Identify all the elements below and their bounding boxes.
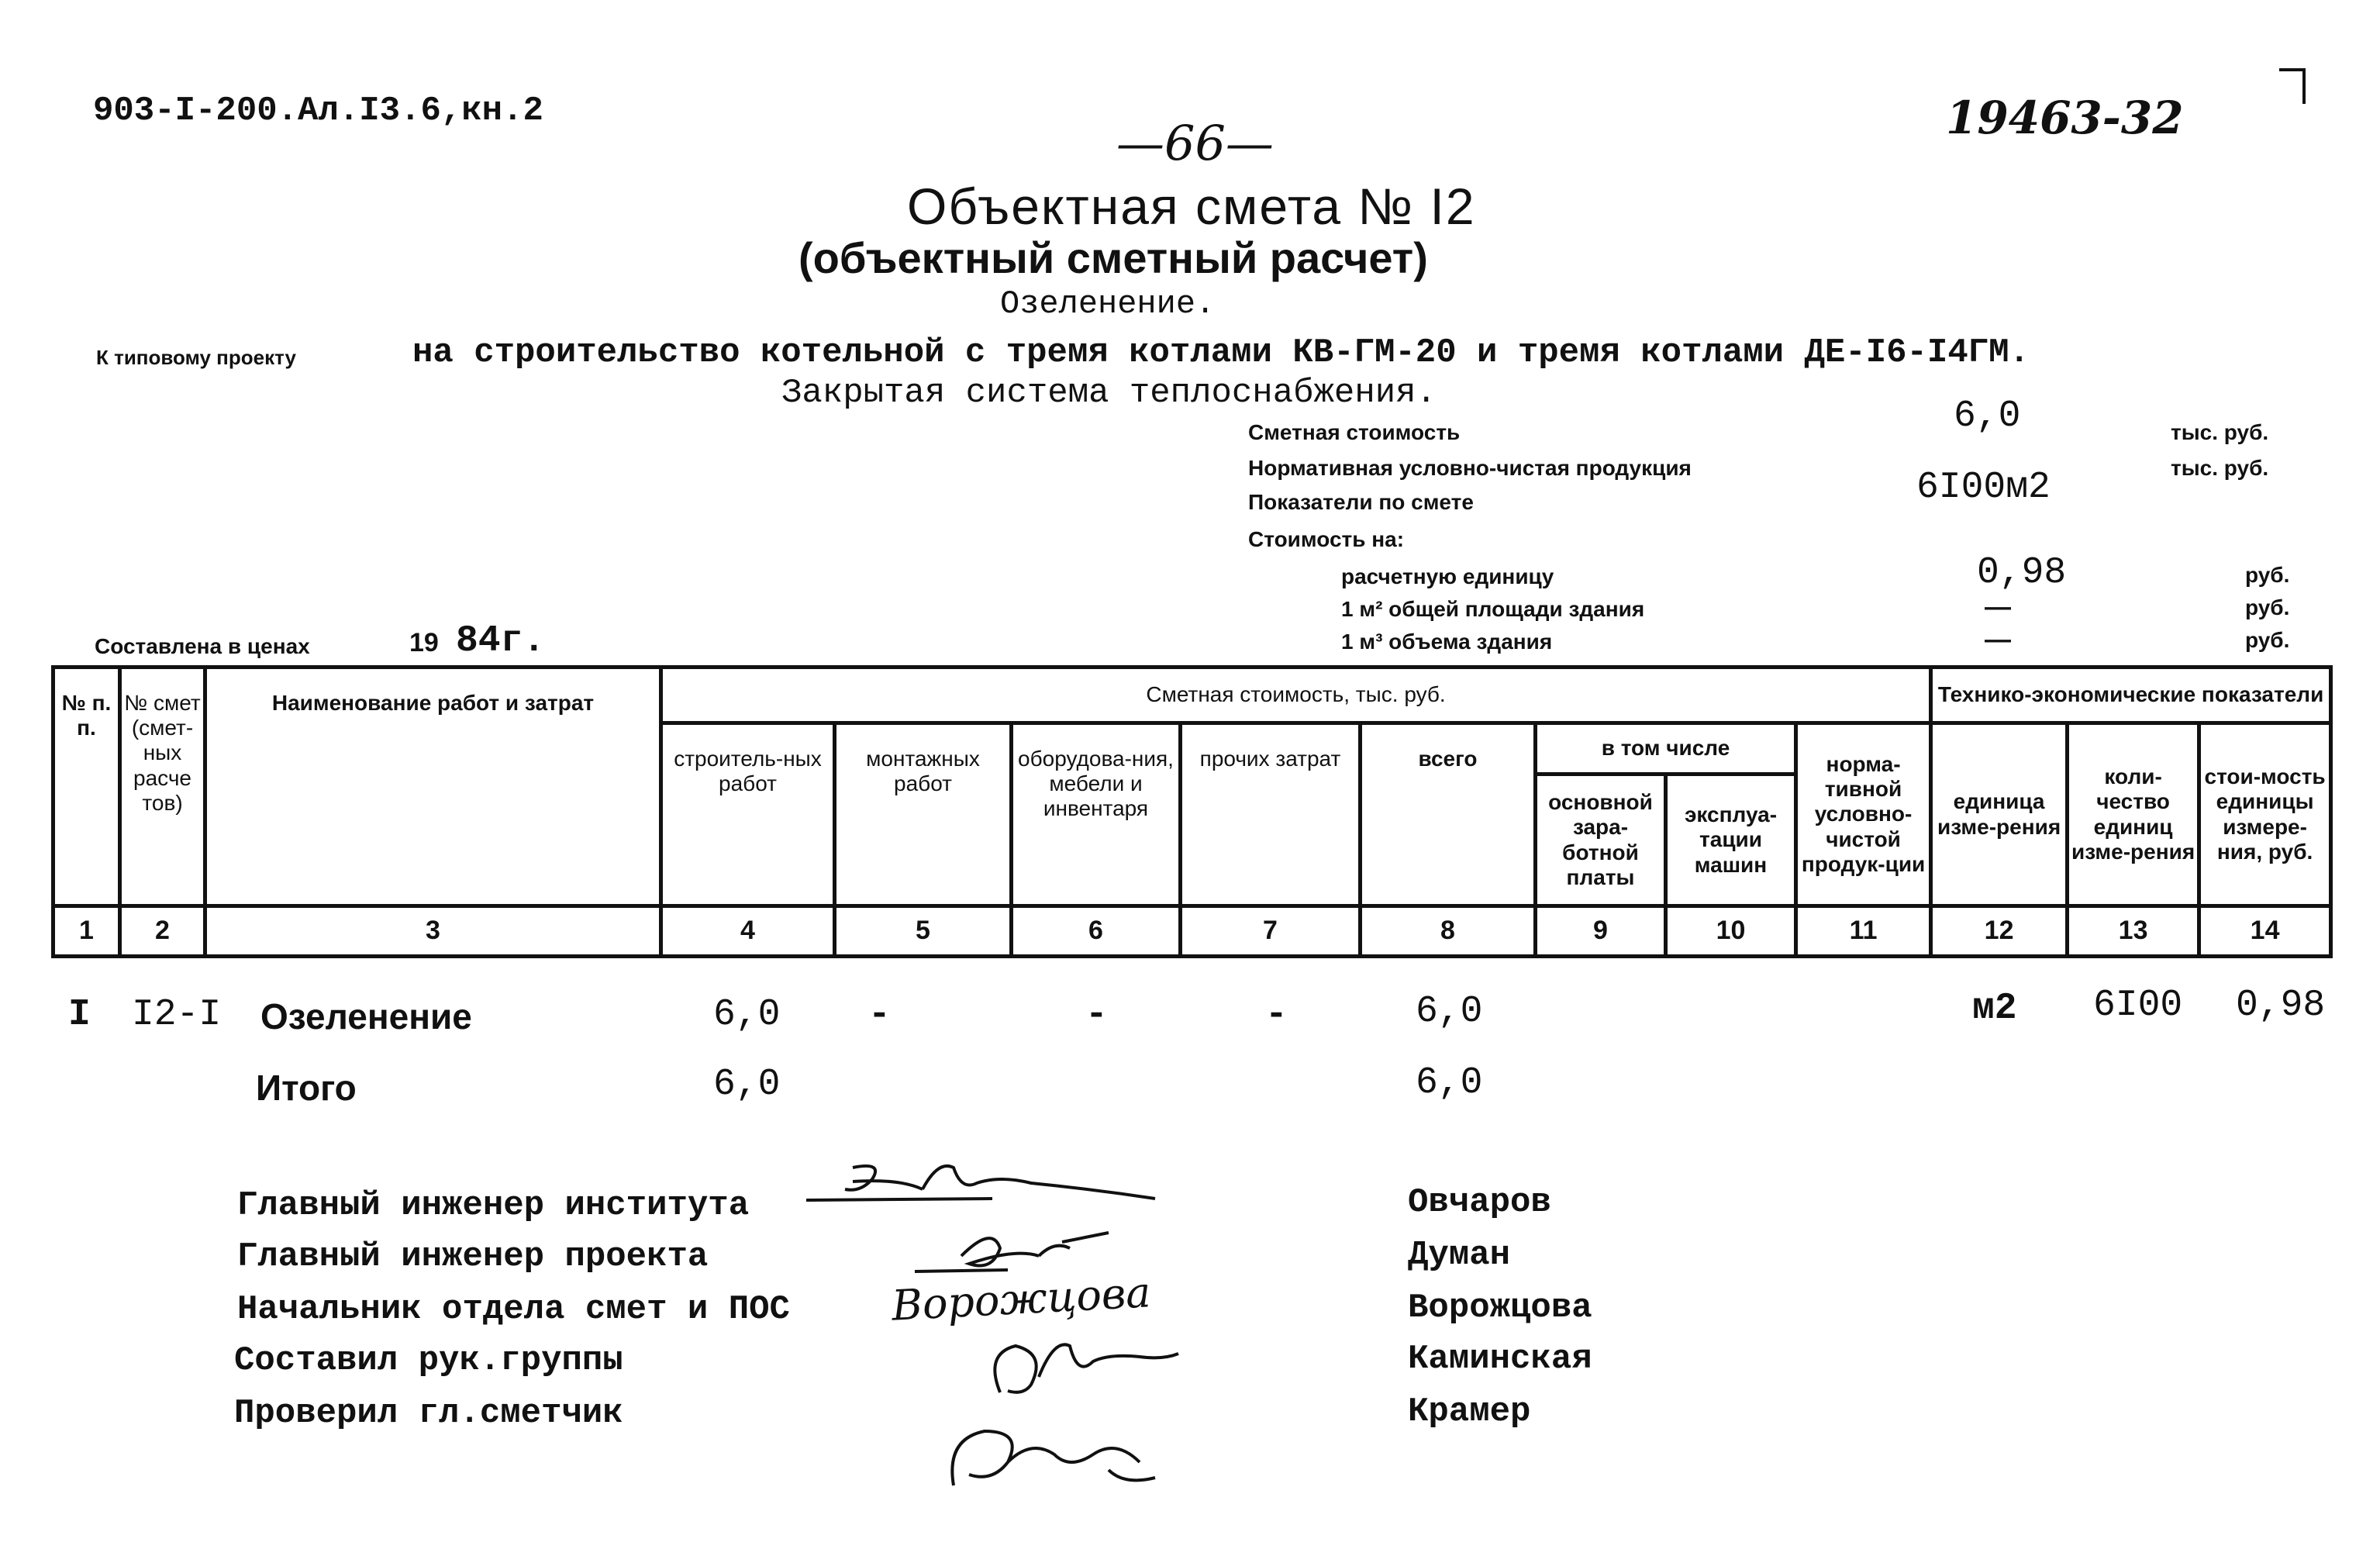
summary-value-volume: — bbox=[1985, 625, 2011, 654]
summary-value-indicators: 6I00м2 bbox=[1916, 467, 2051, 509]
signature-mark-5 bbox=[938, 1408, 1171, 1493]
row-construction: 6,0 bbox=[713, 1064, 781, 1106]
project-label: К типовому проекту bbox=[96, 346, 296, 369]
row-unit-cost: 0,98 bbox=[2236, 985, 2326, 1026]
row-quantity: 6I00 bbox=[2093, 985, 2183, 1026]
column-number: 6 bbox=[1012, 906, 1181, 957]
project-line-2: Закрытая система теплоснабжения. bbox=[781, 374, 1437, 412]
row-smet: I2-I bbox=[132, 994, 222, 1036]
estimate-table-header bbox=[51, 665, 2333, 958]
column-number: 14 bbox=[2199, 906, 2331, 957]
row-equipment: - bbox=[1085, 994, 1108, 1036]
summary-label-calc-unit: расчетную единицу bbox=[1341, 564, 1554, 588]
signature-role: Главный инженер института bbox=[237, 1186, 750, 1225]
header-total: всего bbox=[1361, 723, 1536, 906]
row-construction: 6,0 bbox=[713, 994, 781, 1036]
summary-label-area: 1 м² общей площади здания bbox=[1341, 597, 1645, 621]
header-including: в том числе bbox=[1536, 723, 1796, 775]
summary-label-cost: Сметная стоимость bbox=[1248, 420, 1461, 444]
column-number: 9 bbox=[1536, 906, 1666, 957]
header-machines: эксплуа-тации машин bbox=[1666, 775, 1796, 906]
header-group-tech: Технико-экономические показатели bbox=[1931, 668, 2331, 723]
estimate-subtitle: (объектный сметный расчет) bbox=[799, 233, 1428, 282]
summary-label-volume: 1 м³ объема здания bbox=[1341, 630, 1553, 654]
row-installation: - bbox=[868, 994, 891, 1036]
row-other: - bbox=[1265, 994, 1288, 1036]
signature-role: Проверил гл.сметчик bbox=[234, 1394, 623, 1433]
summary-unit-cost: тыс. руб. bbox=[2171, 420, 2269, 444]
column-number: 5 bbox=[835, 906, 1012, 957]
compiled-label: Составлена в ценах bbox=[95, 634, 310, 658]
signature-mark-3: Ворожцова bbox=[890, 1268, 1152, 1330]
summary-label-indicators: Показатели по смете bbox=[1248, 490, 1474, 514]
column-number: 4 bbox=[661, 906, 835, 957]
row-total: 6,0 bbox=[1416, 991, 1483, 1033]
header-unit-cost: стои-мость единицы измере-ния, руб. bbox=[2199, 723, 2331, 906]
signature-mark-4 bbox=[985, 1330, 1186, 1400]
summary-value-area: — bbox=[1985, 592, 2011, 622]
row-name: Озеленение bbox=[260, 996, 472, 1037]
compiled-year-prefix: 19 bbox=[409, 628, 439, 657]
column-number: 8 bbox=[1361, 906, 1536, 957]
header-other: прочих затрат bbox=[1181, 723, 1361, 906]
signature-mark-1 bbox=[799, 1144, 1171, 1219]
column-number: 2 bbox=[120, 906, 205, 957]
column-number: 3 bbox=[205, 906, 661, 957]
column-number: 11 bbox=[1796, 906, 1931, 957]
column-number: 7 bbox=[1181, 906, 1361, 957]
signature-name: Думан bbox=[1408, 1236, 1511, 1275]
header-no: № п. п. bbox=[53, 668, 120, 906]
row-name: Итого bbox=[256, 1068, 357, 1108]
estimate-title: Объектная смета № I2 bbox=[907, 178, 1476, 235]
summary-value-cost: 6,0 bbox=[1954, 395, 2021, 437]
compiled-year: 84г. bbox=[456, 620, 546, 662]
row-no: I bbox=[68, 994, 91, 1036]
sheet-number: 19463-32 bbox=[1946, 91, 2184, 144]
summary-unit-normative: тыс. руб. bbox=[2171, 456, 2269, 480]
header-group-cost: Сметная стоимость, тыс. руб. bbox=[661, 668, 1931, 723]
header-base-pay: основной зара-ботной платы bbox=[1536, 775, 1666, 906]
signature-name: Ворожцова bbox=[1408, 1289, 1592, 1327]
row-total: 6,0 bbox=[1416, 1062, 1483, 1104]
column-number: 12 bbox=[1931, 906, 2068, 957]
summary-label-normative: Нормативная условно-чистая продукция bbox=[1248, 456, 1692, 480]
header-equipment: оборудова-ния, мебели и инвентаря bbox=[1012, 723, 1181, 906]
header-unit: единица изме-рения bbox=[1931, 723, 2068, 906]
header-smet-no: № смет (смет-ных расче тов) bbox=[120, 668, 205, 906]
summary-unit-area: руб. bbox=[2245, 595, 2290, 619]
signature-role: Начальник отдела смет и ПОС bbox=[237, 1290, 790, 1329]
page-number: —66— bbox=[1116, 115, 1274, 171]
header-name: Наименование работ и затрат bbox=[205, 668, 661, 906]
signature-role: Составил рук.группы bbox=[234, 1341, 623, 1380]
signature-name: Овчаров bbox=[1408, 1183, 1551, 1222]
project-line-1: на строительство котельной с тремя котлами КВ-ГМ-20 и тремя котлами ДЕ-I6-I4ГМ. bbox=[412, 333, 2030, 372]
header-construction: строитель-ных работ bbox=[661, 723, 835, 906]
corner-mark bbox=[2279, 68, 2306, 104]
signature-role: Главный инженер проекта bbox=[237, 1237, 709, 1276]
summary-value-calc-unit: 0,98 bbox=[1977, 552, 2067, 594]
header-installation: монтажных работ bbox=[835, 723, 1012, 906]
object-name: Озеленение. bbox=[1000, 285, 1216, 323]
summary-label-cost-per: Стоимость на: bbox=[1248, 527, 1405, 551]
header-normative: норма-тивной условно-чистой продук-ции bbox=[1796, 723, 1931, 906]
header-quantity: коли-чество единиц изме-рения bbox=[2068, 723, 2199, 906]
document-code: 903-I-200.Ал.I3.6,кн.2 bbox=[93, 91, 543, 130]
column-number: 10 bbox=[1666, 906, 1796, 957]
summary-unit-volume: руб. bbox=[2245, 628, 2290, 652]
signature-name: Каминская bbox=[1408, 1340, 1592, 1378]
signature-name: Крамер bbox=[1408, 1392, 1531, 1431]
column-number: 1 bbox=[53, 906, 120, 957]
summary-unit-calc-unit: руб. bbox=[2245, 563, 2290, 587]
row-unit: м2 bbox=[1972, 988, 2017, 1030]
column-number: 13 bbox=[2068, 906, 2199, 957]
